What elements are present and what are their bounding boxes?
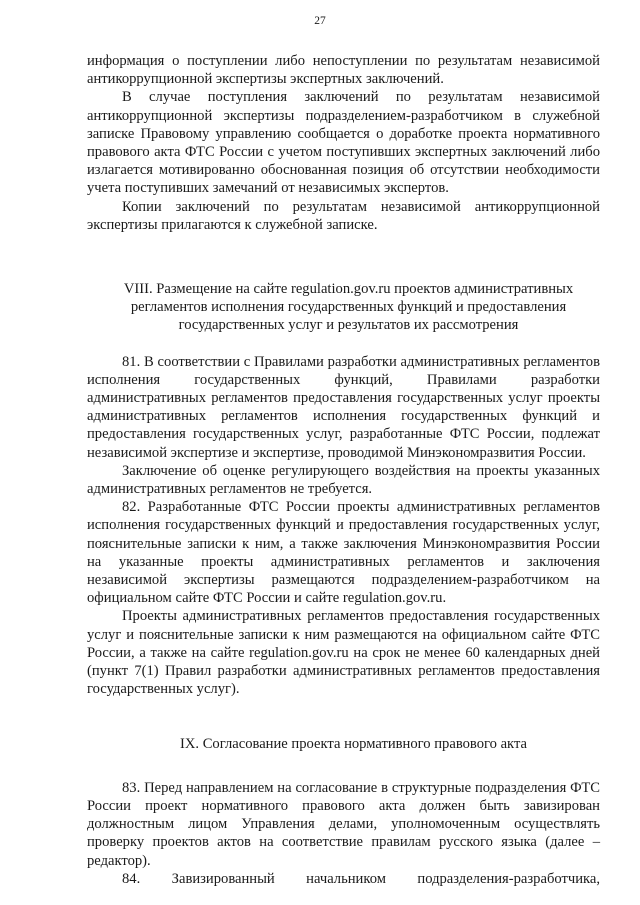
section-heading-viii: VIII. Размещение на сайте regulation.gov.ru проектов административных регламентов исполнения государственных функций и предоставления государственных услуг и результатов их рассмотрения <box>123 281 574 334</box>
paragraph-conclusions-handling: В случае поступления заключений по результатам независимой антикоррупционной экспертизы подразделением-разработчиком в служебной записке Правовому управлению сообщается о доработке проекта нормативного правового акта ФТС России с учетом поступивших экспертных заключений либо излагается мотивированно обоснованная позиция об отсутствии необходимости учета поступивших замечаний от независимых экспертов. <box>87 89 600 197</box>
paragraph-regulatory-impact: Заключение об оценке регулирующего воздействия на проекты указанных административных регламентов не требуется. <box>87 462 600 498</box>
section-heading-ix: IX. Согласование проекта нормативного правового акта <box>180 735 527 752</box>
document-body <box>87 52 600 888</box>
paragraph-82: 82. Разработанные ФТС России проекты административных регламентов исполнения государственных функций и предоставления государственных услуг, пояснительные записки к ним, а также заключения Минэкономразвития России на указанные проекты административных регламентов и заключения независимой экспертизы размещаются подразделением-разработчиком на официальном сайте ФТС России и сайте regulation.gov.ru. <box>87 499 600 607</box>
paragraph-copies-attached: Копии заключений по результатам независимой антикоррупционной экспертизы прилагаются к служебной записке. <box>87 198 600 233</box>
paragraph-continuation: информация о поступлении либо непоступлении по результатам независимой антикоррупционной экспертизы экспертных заключений. <box>87 53 600 88</box>
paragraph-draft-regulations-posting: Проекты административных регламентов предоставления государственных услуг и пояснительные записки к ним размещаются на официальном сайте ФТС России, а также на сайте regulation.gov.ru на срок не менее 60 календарных дней (пункт 7(1) Правил разработки административных регламентов предоставления государственных услуг). <box>87 608 600 698</box>
paragraph-83: 83. Перед направлением на согласование в структурные подразделения ФТС России проект нормативного правового акта должен быть завизирован должностным лицом Управления делами, уполномоченным осуществлять проверку проектов актов на соответствие правилам русского языка (далее – редактор). <box>87 779 600 869</box>
paragraph-84: 84. Завизированный начальником подразделения-разработчика, <box>122 870 600 887</box>
paragraph-81: 81. В соответствии с Правилами разработки административных регламентов исполнения государственных функций, Правилами разработки административных регламентов предоставления государственных услуг проекты административных регламентов исполнения государственных функций и предоставления государственных услуг, разработанные ФТС России, подлежат независимой экспертизе и экспертизе, проводимой Минэкономразвития России. <box>87 353 600 461</box>
page-number: 27 <box>314 15 326 27</box>
